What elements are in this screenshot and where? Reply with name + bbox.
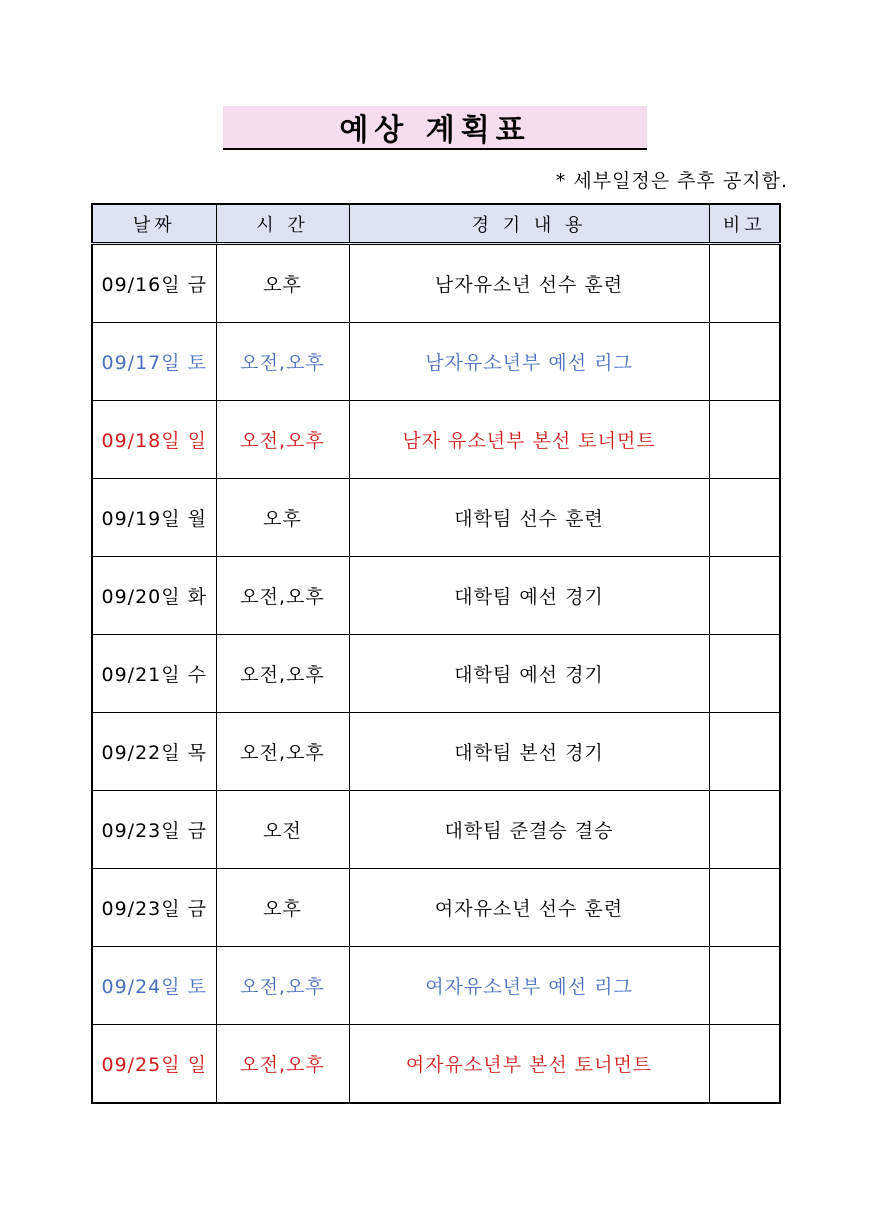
cell-time: 오후 xyxy=(216,869,349,947)
table-row xyxy=(92,323,780,401)
cell-time: 오전,오후 xyxy=(216,635,349,713)
header-time: 시 간 xyxy=(216,204,349,244)
header-content: 경 기 내 용 xyxy=(349,204,709,244)
cell-date: 09/16일 금 xyxy=(92,244,216,323)
cell-time: 오전,오후 xyxy=(216,713,349,791)
cell-date: 09/22일 목 xyxy=(92,713,216,791)
cell-remarks xyxy=(709,323,780,401)
cell-date: 09/23일 금 xyxy=(92,869,216,947)
cell-time: 오전,오후 xyxy=(216,557,349,635)
cell-content: 대학팀 준결승 결승 xyxy=(349,791,709,869)
cell-date: 09/19일 월 xyxy=(92,479,216,557)
cell-date: 09/24일 토 xyxy=(92,947,216,1025)
cell-date: 09/17일 토 xyxy=(92,323,216,401)
cell-time: 오후 xyxy=(216,244,349,323)
cell-date: 09/25일 일 xyxy=(92,1025,216,1104)
title-banner xyxy=(223,106,647,150)
cell-remarks xyxy=(709,479,780,557)
cell-content: 남자유소년 선수 훈련 xyxy=(349,244,709,323)
table-row xyxy=(92,869,780,947)
table-row xyxy=(92,479,780,557)
cell-time: 오후 xyxy=(216,479,349,557)
cell-date: 09/23일 금 xyxy=(92,791,216,869)
cell-remarks xyxy=(709,947,780,1025)
table-row xyxy=(92,244,780,323)
cell-content: 대학팀 예선 경기 xyxy=(349,557,709,635)
cell-content: 남자 유소년부 본선 토너먼트 xyxy=(349,401,709,479)
cell-date: 09/20일 화 xyxy=(92,557,216,635)
table-row xyxy=(92,557,780,635)
cell-time: 오전,오후 xyxy=(216,323,349,401)
table-row xyxy=(92,791,780,869)
cell-remarks xyxy=(709,244,780,323)
cell-remarks xyxy=(709,869,780,947)
cell-remarks xyxy=(709,401,780,479)
cell-content: 여자유소년부 예선 리그 xyxy=(349,947,709,1025)
table-row xyxy=(92,713,780,791)
cell-content: 대학팀 본선 경기 xyxy=(349,713,709,791)
schedule-body xyxy=(92,244,780,1104)
cell-content: 여자유소년부 본선 토너먼트 xyxy=(349,1025,709,1104)
cell-remarks xyxy=(709,635,780,713)
schedule-notice: * 세부일정은 추후 공지함. xyxy=(555,170,788,192)
cell-remarks xyxy=(709,713,780,791)
cell-time: 오전,오후 xyxy=(216,1025,349,1104)
cell-content: 여자유소년 선수 훈련 xyxy=(349,869,709,947)
cell-remarks xyxy=(709,1025,780,1104)
cell-remarks xyxy=(709,791,780,869)
table-row xyxy=(92,947,780,1025)
cell-time: 오전,오후 xyxy=(216,947,349,1025)
cell-remarks xyxy=(709,557,780,635)
cell-date: 09/18일 일 xyxy=(92,401,216,479)
cell-date: 09/21일 수 xyxy=(92,635,216,713)
table-row xyxy=(92,1025,780,1104)
table-row xyxy=(92,401,780,479)
cell-time: 오전,오후 xyxy=(216,401,349,479)
cell-content: 남자유소년부 예선 리그 xyxy=(349,323,709,401)
cell-content: 대학팀 선수 훈련 xyxy=(349,479,709,557)
table-header-row xyxy=(92,204,780,244)
cell-time: 오전 xyxy=(216,791,349,869)
header-date: 날짜 xyxy=(92,204,216,244)
cell-content: 대학팀 예선 경기 xyxy=(349,635,709,713)
page-title: 예상 계획표 xyxy=(339,113,531,148)
header-remarks: 비고 xyxy=(709,204,780,244)
table-row xyxy=(92,635,780,713)
schedule-table xyxy=(91,203,781,1104)
